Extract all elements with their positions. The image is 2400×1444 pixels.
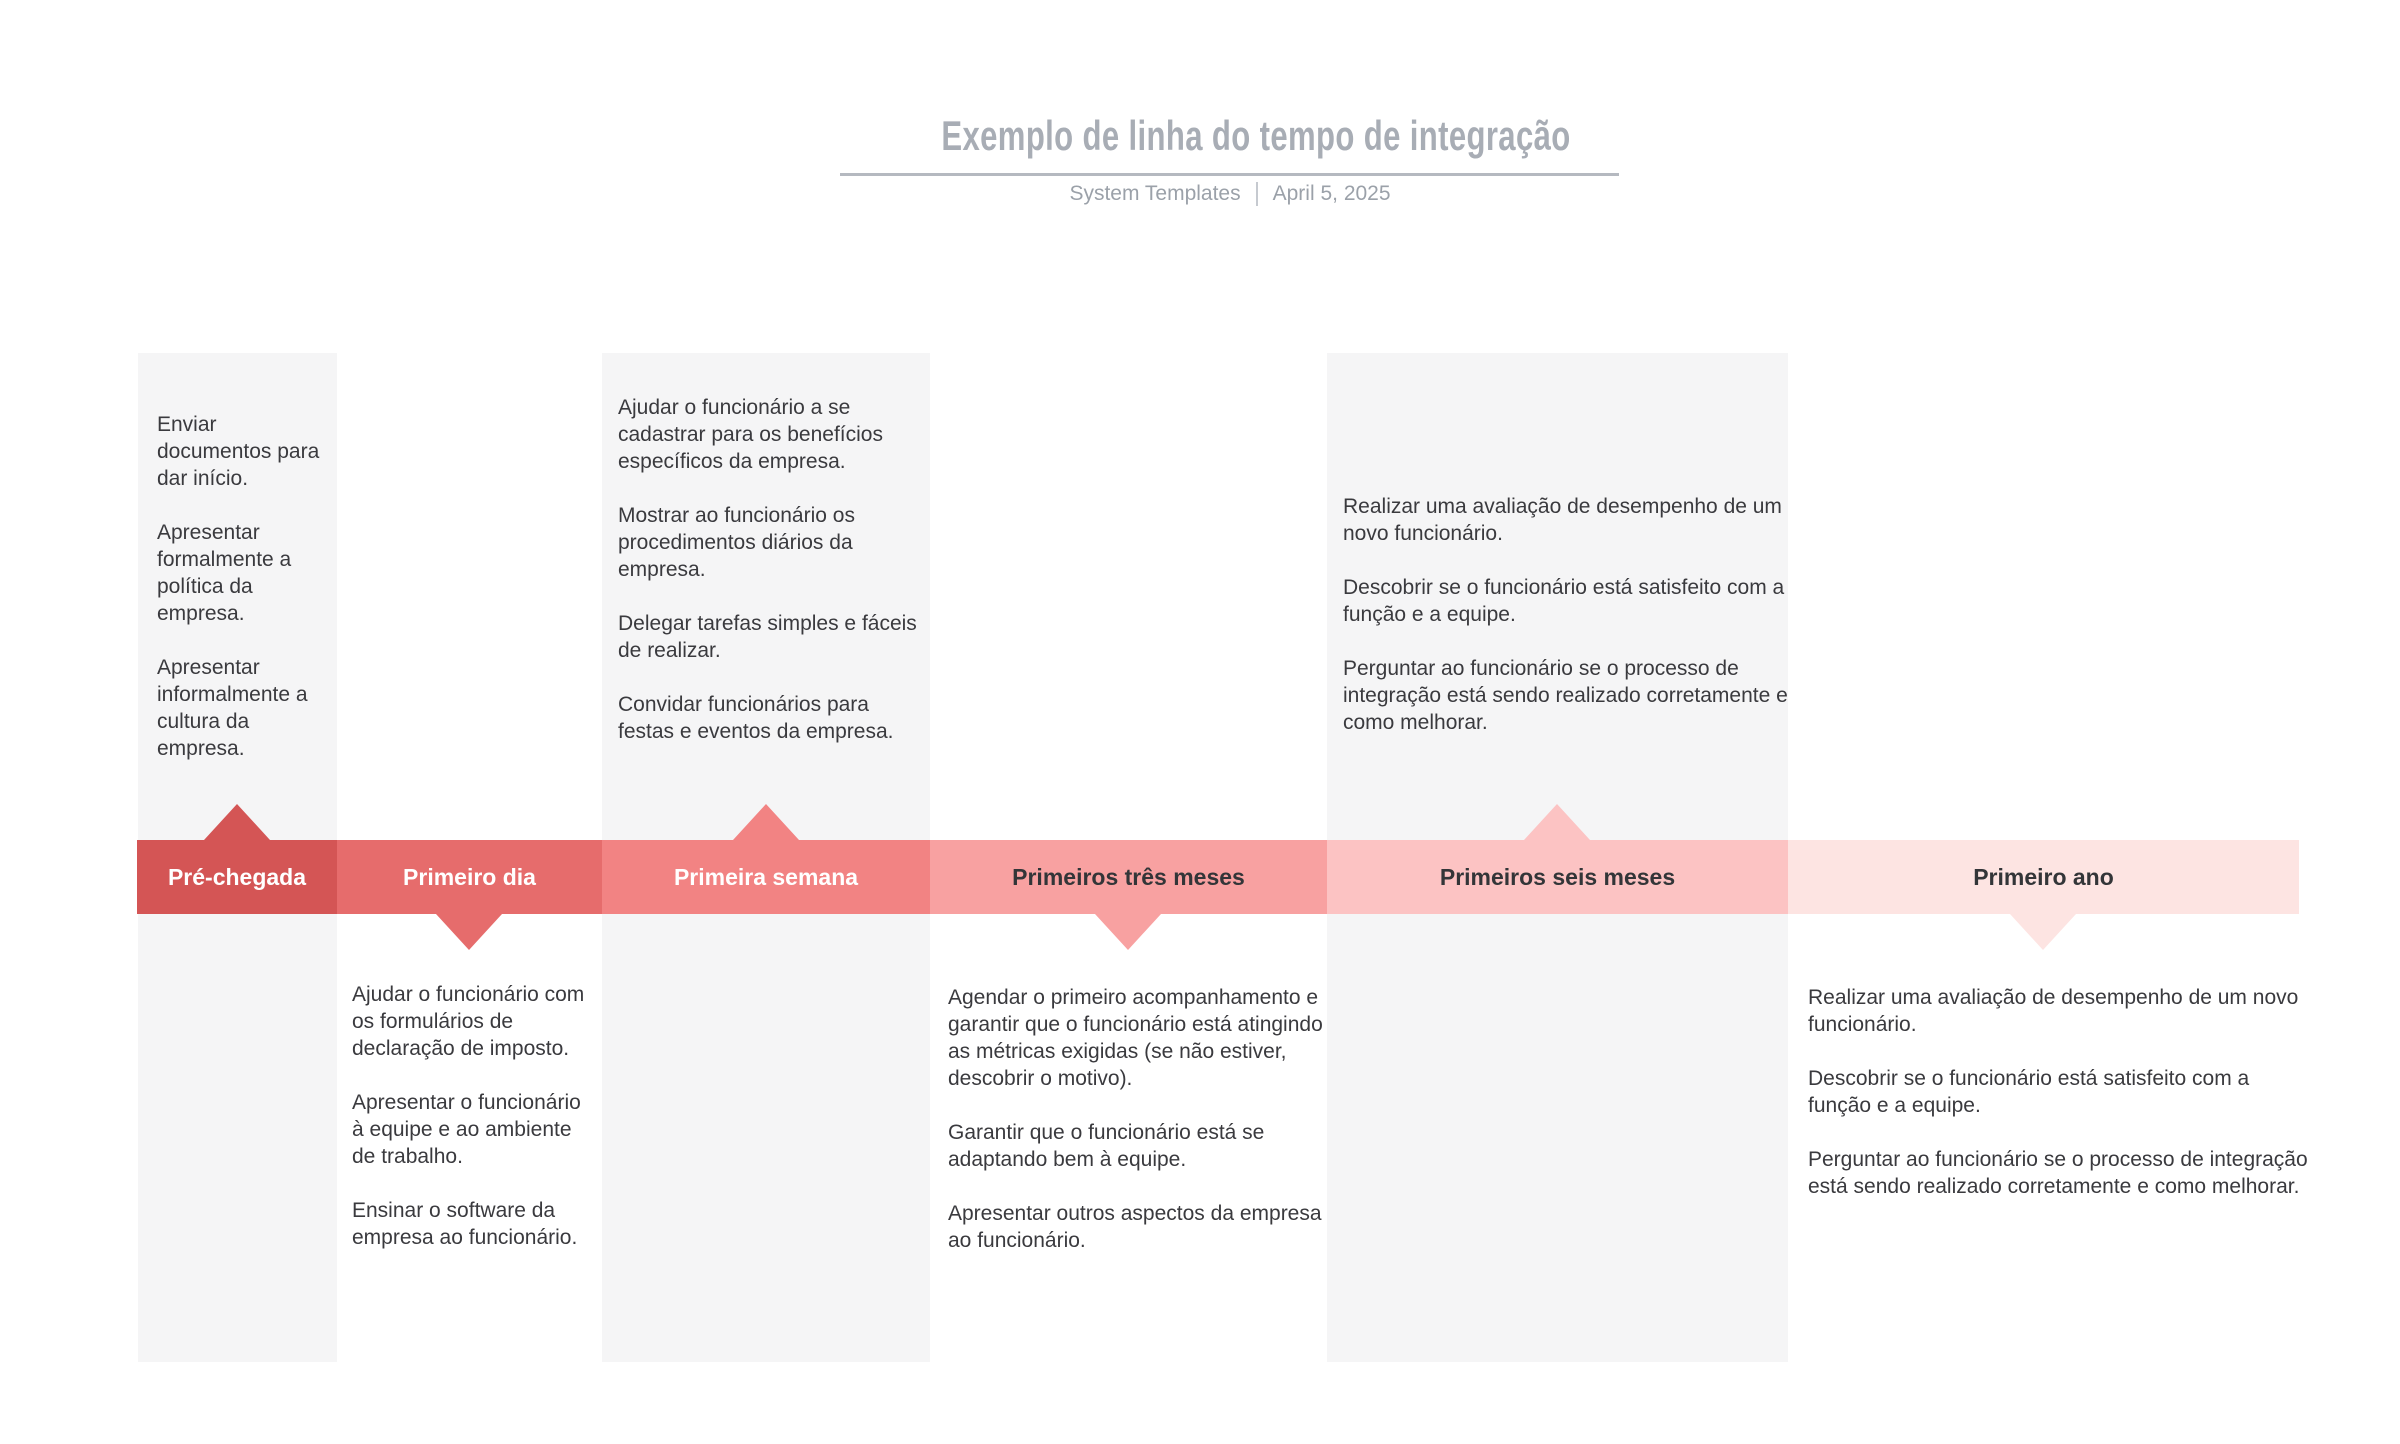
stage-tasks-primeiros-seis-meses (1343, 493, 1805, 736)
title-underline (840, 173, 1619, 176)
task-text: Apresentar informalmente a cultura da empresa. (157, 656, 308, 760)
task-text: Mostrar ao funcionário os procedimentos diários da empresa. (618, 504, 855, 581)
stage-label: Primeiros seis meses (1439, 863, 1676, 890)
task-text: Descobrir se o funcionário está satisfeito com a função e a equipe. (1808, 1067, 2250, 1117)
timeline-stage-primeiros-seis-meses (1327, 840, 1788, 914)
stage-label: Primeira semana (673, 863, 859, 890)
subtitle-date: April 5, 2025 (1272, 182, 1391, 205)
stage-label: Primeiros três meses (1012, 863, 1245, 890)
arrow-up-icon (1524, 804, 1590, 840)
subtitle-separator (1256, 182, 1258, 206)
arrow-down-icon (2010, 914, 2076, 950)
subtitle-source: System Templates (1069, 182, 1241, 205)
task-text: Perguntar ao funcionário se o processo de integração está sendo realizado corretamente e como melhorar. (1343, 657, 1788, 734)
task-text: Ajudar o funcionário a se cadastrar para os benefícios específicos da empresa. (618, 396, 883, 473)
arrow-up-icon (733, 804, 799, 840)
page-subtitle (840, 181, 1620, 207)
stage-tasks-primeiros-tres-meses (948, 984, 1328, 1254)
task-text: Enviar documentos para dar início. (157, 413, 320, 490)
task-text: Agendar o primeiro acompanhamento e garantir que o funcionário está atingindo as métricas exigidas (se não estiver, descobrir o motivo). (948, 986, 1323, 1090)
task-text: Descobrir se o funcionário está satisfeito com a função e a equipe. (1343, 576, 1785, 626)
task-text: Apresentar formalmente a política da empresa. (157, 521, 292, 625)
task-text: Apresentar o funcionário à equipe e ao ambiente de trabalho. (352, 1091, 581, 1168)
timeline-stage-pre-chegada (137, 840, 337, 914)
stage-tasks-primeiro-ano (1808, 984, 2310, 1200)
task-text: Ajudar o funcionário com os formulários de declaração de imposto. (352, 983, 585, 1060)
timeline-stage-primeiro-dia (337, 840, 602, 914)
stage-label: Primeiro ano (1973, 863, 2114, 890)
arrow-down-icon (436, 914, 502, 950)
task-text: Realizar uma avaliação de desempenho de um novo funcionário. (1808, 986, 2299, 1036)
stage-label: Primeiro dia (403, 863, 536, 890)
timeline-stage-primeiros-tres-meses (930, 840, 1327, 914)
task-text: Delegar tarefas simples e fáceis de realizar. (618, 612, 917, 662)
arrow-up-icon (204, 804, 270, 840)
task-text: Realizar uma avaliação de desempenho de um novo funcionário. (1343, 495, 1782, 545)
task-text: Garantir que o funcionário está se adaptando bem à equipe. (948, 1121, 1265, 1171)
timeline-stage-primeira-semana (602, 840, 930, 914)
task-text: Perguntar ao funcionário se o processo de integração está sendo realizado corretamente e como melhorar. (1808, 1148, 2308, 1198)
task-text: Convidar funcionários para festas e eventos da empresa. (618, 693, 894, 743)
stage-label: Pré-chegada (167, 863, 307, 890)
stage-tasks-primeira-semana (618, 394, 924, 745)
timeline-stage-primeiro-ano (1788, 840, 2299, 914)
task-text: Ensinar o software da empresa ao funcionário. (352, 1199, 578, 1249)
arrow-down-icon (1095, 914, 1161, 950)
stage-tasks-pre-chegada (157, 411, 329, 762)
stage-tasks-primeiro-dia (352, 981, 592, 1251)
task-text: Apresentar outros aspectos da empresa ao funcionário. (948, 1202, 1322, 1252)
page-title: Exemplo de linha do tempo de integração (941, 112, 1571, 159)
